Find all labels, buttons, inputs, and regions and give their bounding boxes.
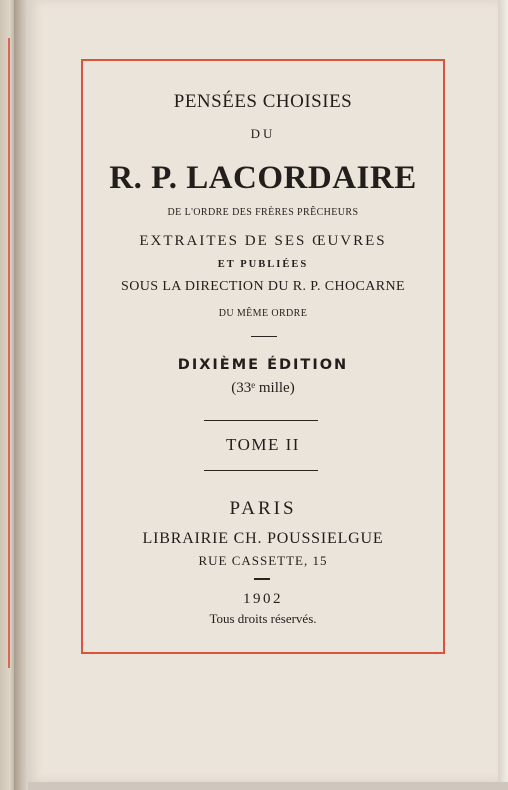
print-run: (33ᵉ mille): [231, 380, 295, 396]
divider-below-tome: [204, 470, 318, 471]
divider-short: [251, 336, 277, 337]
author-order: DE L'ORDRE DES FRÈRES PRÊCHEURS: [167, 207, 359, 218]
book-title: PENSÉES CHOISIES: [173, 91, 353, 112]
editor-line: SOUS LA DIRECTION DU R. P. CHOCARNE: [121, 279, 405, 294]
edition-label: DIXIÈME ÉDITION: [177, 357, 349, 373]
divider-tiny: [254, 578, 270, 580]
facing-page-edge: [0, 0, 14, 790]
volume-label: TOME II: [226, 435, 300, 454]
extracts-line: EXTRAITES DE SES ŒUVRES: [139, 233, 387, 249]
rights-notice: Tous droits réservés.: [209, 611, 317, 626]
title-page: [28, 0, 498, 782]
title-connector: DU: [250, 126, 276, 141]
author-name: R. P. LACORDAIRE: [109, 160, 417, 196]
publication-year: 1902: [243, 591, 283, 607]
imprint-address: RUE CASSETTE, 15: [198, 553, 328, 568]
published-line: ET PUBLIÉES: [217, 259, 309, 270]
imprint-city: PARIS: [229, 498, 297, 519]
page-right-edge: [498, 0, 508, 790]
divider-above-tome: [204, 420, 318, 421]
imprint-publisher: LIBRAIRIE CH. POUSSIELGUE: [142, 530, 384, 547]
red-border-frame: [81, 59, 445, 654]
page-bottom-edge: [28, 782, 508, 790]
book-gutter: [14, 0, 28, 790]
facing-page-red-rule: [8, 38, 10, 668]
editor-order: DU MÊME ORDRE: [218, 308, 308, 319]
